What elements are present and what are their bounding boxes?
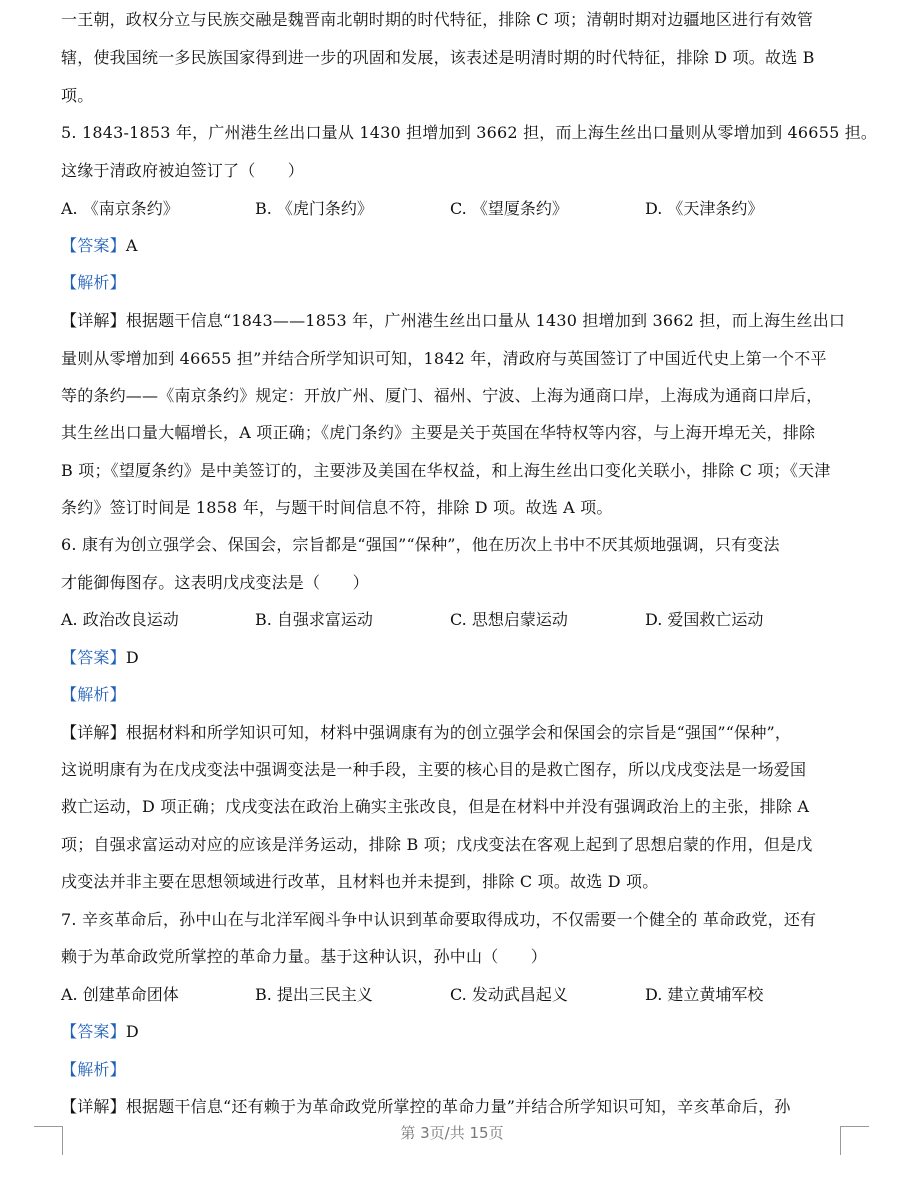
detail-text: 根据题干信息“1843——1853 年，广州港生丝出口量从 1430 担增加到 3662 担，而上海生丝出口 bbox=[125, 311, 846, 330]
answer-label: 【答案】 bbox=[61, 236, 126, 255]
q6-option-d: D. 爱国救亡运动 bbox=[645, 610, 764, 629]
q5-detail-line: 其生丝出口量大幅增长，A 项正确；《虎门条约》主要是关于英国在华特权等内容，与上海开埠无关，排除 bbox=[61, 423, 816, 442]
q6-option-a: A. 政治改良运动 bbox=[61, 610, 179, 629]
detail-label: 【详解】 bbox=[61, 1097, 126, 1116]
answer-value: D bbox=[125, 1022, 139, 1041]
q5-detail-line: 等的条约——《南京条约》规定：开放广州、厦门、福州、宁波、上海为通商口岸，上海成为通商口岸后， bbox=[61, 386, 823, 405]
question-7-stem: 7. 辛亥革命后，孙中山在与北洋军阀斗争中认识到革命要取得成功，不仅需要一个健全的 革命政党，还有 bbox=[61, 910, 817, 929]
analysis-label: 【解析】 bbox=[61, 685, 126, 704]
q5-option-a: A. 《南京条约》 bbox=[61, 199, 179, 218]
q6-detail-line: 项；自强求富运动对应的应该是洋务运动，排除 B 项；戊戌变法在客观上起到了思想启蒙的作用，但是戊 bbox=[61, 835, 813, 854]
question-5-stem: 这缘于清政府被迫签订了（ ） bbox=[61, 161, 305, 180]
q6-detail-line bbox=[61, 721, 861, 745]
q5-detail-line bbox=[61, 309, 861, 333]
page-footer: 第 3页/共 15页 bbox=[400, 1124, 504, 1142]
detail-text: 根据材料和所学知识可知，材料中强调康有为的创立强学会和保国会的宗旨是“强国”“保种”， bbox=[125, 723, 792, 742]
q5-option-b: B. 《虎门条约》 bbox=[255, 199, 373, 218]
q5-analysis-label bbox=[61, 271, 861, 295]
q6-detail-line: 救亡运动，D 项正确；戊戌变法在政治上确实主张改良，但是在材料中并没有强调政治上的主张，排除 A bbox=[61, 797, 810, 816]
analysis-label: 【解析】 bbox=[61, 273, 126, 292]
detail-label: 【详解】 bbox=[61, 311, 126, 330]
q7-option-a: A. 创建革命团体 bbox=[61, 985, 179, 1004]
q6-option-b: B. 自强求富运动 bbox=[255, 610, 373, 629]
q7-detail-line bbox=[61, 1095, 861, 1119]
analysis-label: 【解析】 bbox=[61, 1060, 126, 1079]
q6-answer bbox=[61, 646, 861, 670]
answer-value: D bbox=[125, 648, 139, 667]
q5-detail-line: B 项；《望厦条约》是中美签订的，主要涉及美国在华权益，和上海生丝出口变化关联小，排除 C 项；《天津 bbox=[61, 461, 831, 480]
q6-option-c: C. 思想启蒙运动 bbox=[450, 610, 568, 629]
q6-analysis-label bbox=[61, 683, 861, 707]
q5-option-c: C. 《望厦条约》 bbox=[450, 199, 568, 218]
q7-option-b: B. 提出三民主义 bbox=[255, 985, 373, 1004]
question-5-stem: 5. 1843-1853 年，广州港生丝出口量从 1430 担增加到 3662 担，而上海生丝出口量则从零增加到 46655 担。 bbox=[61, 123, 878, 142]
q6-detail-line: 戌变法并非主要在思想领域进行改革，且材料也并未提到，排除 C 项。故选 D 项。 bbox=[61, 872, 659, 891]
detail-text: 根据题干信息“还有赖于为革命政党所掌控的革命力量”并结合所学知识可知，辛亥革命后，孙 bbox=[125, 1097, 791, 1116]
answer-value: A bbox=[125, 236, 138, 255]
answer-label: 【答案】 bbox=[61, 648, 126, 667]
q5-option-d: D. 《天津条约》 bbox=[645, 199, 764, 218]
answer-label: 【答案】 bbox=[61, 1022, 126, 1041]
q7-option-c: C. 发动武昌起义 bbox=[450, 985, 568, 1004]
question-6-stem: 才能御侮图存。这表明戊戌变法是（ ） bbox=[61, 573, 369, 592]
paragraph-line: 项。 bbox=[61, 86, 94, 105]
paragraph-line: 辖，使我国统一多民族国家得到进一步的巩固和发展，该表述是明清时期的时代特征，排除 D 项。故选 B bbox=[61, 48, 815, 67]
q7-analysis-label bbox=[61, 1058, 861, 1082]
q7-answer bbox=[61, 1020, 861, 1044]
paragraph-line: 一王朝，政权分立与民族交融是魏晋南北朝时期的时代特征，排除 C 项；清朝时期对边疆地区进行有效管 bbox=[61, 10, 814, 29]
q5-detail-line: 量则从零增加到 46655 担”并结合所学知识可知，1842 年，清政府与英国签订了中国近代史上第一个不平 bbox=[61, 349, 827, 368]
question-6-stem: 6. 康有为创立强学会、保国会，宗旨都是“强国”“保种”，他在历次上书中不厌其烦地强调，只有变法 bbox=[61, 535, 780, 554]
q6-detail-line: 这说明康有为在戊戌变法中强调变法是一种手段，主要的核心目的是救亡图存，所以戊戌变法是一场爱国 bbox=[61, 760, 807, 779]
q5-answer bbox=[61, 234, 861, 258]
q5-detail-line: 条约》签订时间是 1858 年，与题干时间信息不符，排除 D 项。故选 A 项。 bbox=[61, 498, 613, 517]
detail-label: 【详解】 bbox=[61, 723, 126, 742]
q7-option-d: D. 建立黄埔军校 bbox=[645, 985, 764, 1004]
question-7-stem: 赖于为革命政党所掌控的革命力量。基于这种认识，孙中山（ ） bbox=[61, 947, 548, 966]
